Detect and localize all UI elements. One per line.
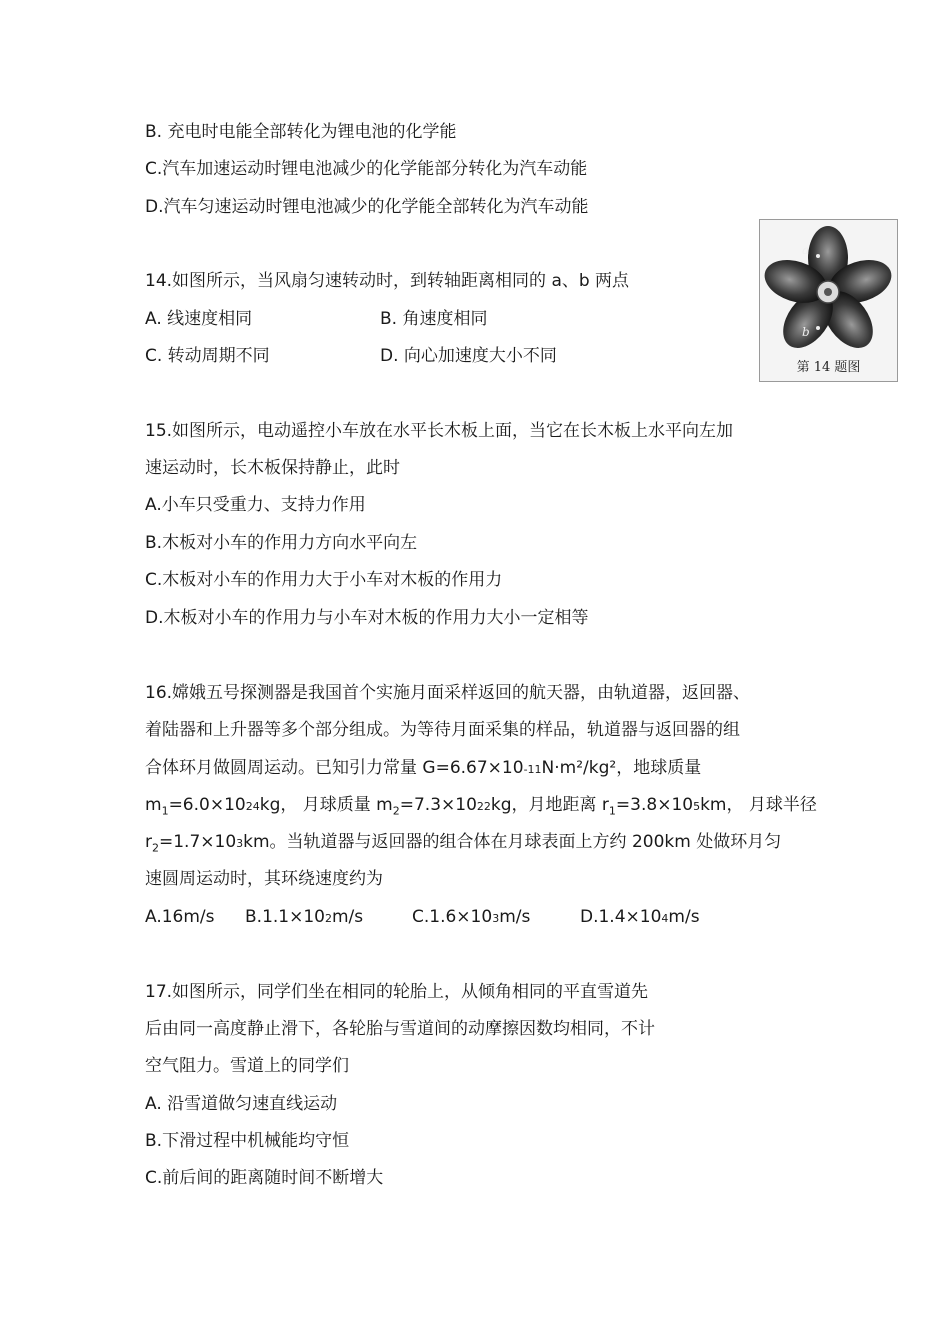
q16-option-d-exponent: 4	[661, 912, 669, 925]
q16-m2-exponent: 22	[476, 800, 491, 813]
q16-line3	[145, 757, 701, 781]
q16-line2: 着陆器和上升器等多个部分组成。为等待月面采集的样品，轨道器与返回器的组	[145, 720, 740, 740]
q15-stem-line1: 15.如图所示，电动遥控小车放在水平长木板上面，当它在长木板上水平向左加	[145, 421, 734, 441]
fan-axle	[824, 288, 832, 296]
q15-option-c: C.木板对小车的作用力大于小车对木板的作用力	[145, 570, 503, 590]
q16-option-b-unit: m/s	[331, 907, 364, 927]
fan-illustration	[760, 220, 897, 360]
q17-option-a: A. 沿雪道做匀速直线运动	[145, 1094, 338, 1114]
q16-option-d-unit: m/s	[668, 907, 700, 927]
q13-option-b: B. 充电时电能全部转化为锂电池的化学能	[145, 122, 457, 142]
q16-line5	[145, 831, 781, 855]
q16-line4	[145, 794, 817, 818]
q16-r2-exponent: 3	[236, 837, 244, 850]
q16-m2-subscript: 2	[392, 804, 400, 818]
q16-line4-text-d: kg，月地距离 r	[490, 795, 609, 815]
q16-r2-value: =1.7×10	[159, 832, 237, 852]
q16-m2-value: =7.3×10	[399, 795, 477, 815]
q16-line3-text-b: N·m²/kg²，地球质量	[541, 758, 702, 778]
q16-option-c-exponent: 3	[492, 912, 500, 925]
q17-line2: 后由同一高度静止滑下，各轮胎与雪道间的动摩擦因数均相同，不计	[145, 1019, 655, 1039]
q16-line5-text-b: km。当轨道器与返回器的组合体在月球表面上方约 200km 处做环月匀	[243, 832, 782, 852]
q16-line4-text-f: km， 月球半径	[700, 795, 817, 815]
q16-r-symbol: r	[145, 832, 152, 852]
q16-r1-subscript: 1	[608, 804, 616, 818]
q16-option-b-text: B.1.1×10	[245, 907, 325, 927]
q16-option-d	[580, 906, 700, 930]
point-a-label: a	[802, 243, 810, 257]
q16-m1-value: =6.0×10	[168, 795, 246, 815]
q16-line3-text-a: 合体环月做圆周运动。已知引力常量 G=6.67×10	[145, 758, 524, 778]
point-a-dot	[816, 254, 820, 258]
q15-option-b: B.木板对小车的作用力方向水平向左	[145, 533, 418, 553]
q14-option-b: B. 角速度相同	[380, 309, 488, 329]
q15-stem-line2: 速运动时，长木板保持静止，此时	[145, 458, 400, 478]
q16-g-exponent: -11	[523, 763, 542, 776]
q16-line4-text-b: kg， 月球质量 m	[259, 795, 393, 815]
q16-m1-exponent: 24	[245, 800, 260, 813]
q15-option-a: A.小车只受重力、支持力作用	[145, 495, 366, 515]
q14-option-d: D. 向心加速度大小不同	[380, 346, 557, 366]
q17-option-c: C.前后间的距离随时间不断增大	[145, 1168, 384, 1188]
q14-option-a: A. 线速度相同	[145, 309, 253, 329]
q16-r1-value: =3.8×10	[615, 795, 694, 815]
q16-option-b	[245, 906, 363, 930]
q16-option-d-text: D.1.4×10	[580, 907, 662, 927]
q16-m-symbol: m	[145, 795, 162, 815]
q16-line1: 16.嫦娥五号探测器是我国首个实施月面采样返回的航天器，由轨道器，返回器、	[145, 683, 751, 703]
q16-line6: 速圆周运动时，其环绕速度约为	[145, 869, 383, 889]
q16-m1-subscript: 1	[161, 804, 169, 818]
q13-option-c: C.汽车加速运动时锂电池减少的化学能部分转化为汽车动能	[145, 159, 588, 179]
q16-option-c	[412, 906, 530, 930]
q16-option-c-unit: m/s	[499, 907, 531, 927]
q14-option-c: C. 转动周期不同	[145, 346, 270, 366]
q16-option-b-exponent: 2	[324, 912, 332, 925]
q17-option-b: B.下滑过程中机械能均守恒	[145, 1131, 350, 1151]
q15-option-d: D.木板对小车的作用力与小车对木板的作用力大小一定相等	[145, 608, 589, 628]
q16-option-a: A.16m/s	[145, 907, 215, 927]
q14-figure-caption: 第 14 题图	[796, 360, 861, 375]
point-b-dot	[816, 326, 820, 330]
q14-stem: 14.如图所示，当风扇匀速转动时，到转轴距离相同的 a、b 两点	[145, 271, 630, 291]
q17-line3: 空气阻力。雪道上的同学们	[145, 1056, 349, 1076]
q16-r2-subscript: 2	[152, 841, 159, 855]
q13-option-d: D.汽车匀速运动时锂电池减少的化学能全部转化为汽车动能	[145, 197, 589, 217]
q16-option-c-text: C.1.6×10	[412, 907, 493, 927]
q14-fan-figure	[759, 219, 898, 382]
q16-r1-exponent: 5	[693, 800, 701, 813]
q17-line1: 17.如图所示，同学们坐在相同的轮胎上，从倾角相同的平直雪道先	[145, 982, 649, 1002]
point-b-label: b	[802, 325, 810, 339]
